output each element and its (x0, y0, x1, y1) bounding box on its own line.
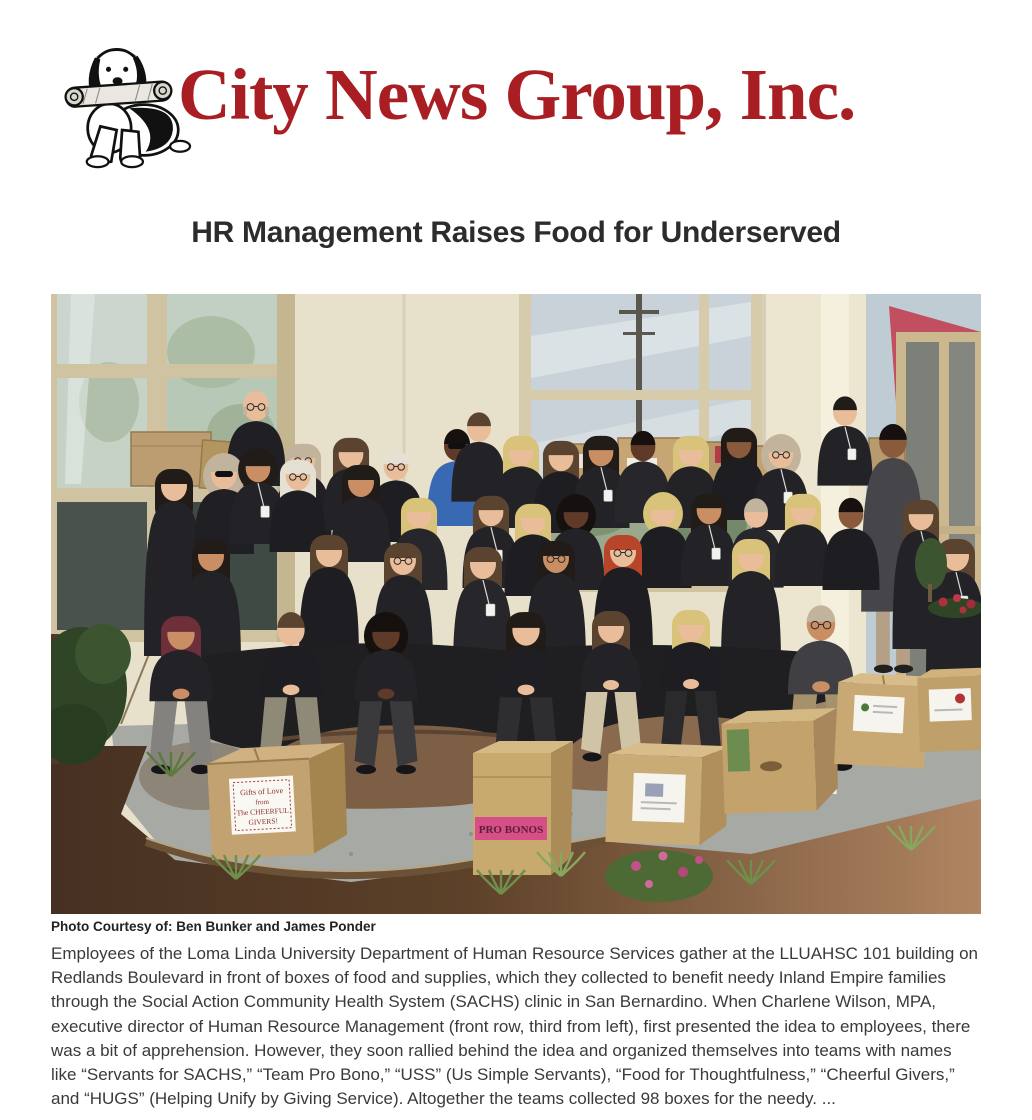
photo-credit: Photo Courtesy of: Ben Bunker and James Ponder (51, 919, 376, 934)
svg-text:The CHEERFUL: The CHEERFUL (236, 805, 290, 818)
article-body-text: Employees of the Loma Linda University Department of Human Resource Services gather at the LLUAHSC 101 building on Redlands Boulevard in front of boxes of food and supplies, which they collected to benefit needy Inland Empire families through the Social Action Community Health System (SACHS) clinic in San Bernardino. When Charlene Wilson, MPA, executive director of Human Resource Management (front row, third from left), first presented the idea to employees, there was a bit of apprehension. However, they soon rallied behind the idea and organized themselves into teams with names like “Servants for SACHS,” “Team Pro Bono,” “USS” (Us Simple Servants), “Food for Thoughtfulness,” “Cheerful Givers,” and “HUGS” (Helping Unify by Giving Service). Altogether the teams collected 98 boxes for the needy. ... (51, 944, 978, 1109)
svg-text:PRO BONOS: PRO BONOS (478, 824, 544, 836)
site-logo[interactable] (46, 26, 1032, 176)
pro-bonos-box (473, 741, 573, 875)
small-box (917, 667, 981, 752)
svg-text:Gifts of Love: Gifts of Love (239, 786, 284, 798)
labeled-box (605, 742, 730, 846)
site-header (0, 0, 1032, 176)
dog-with-newspaper-icon (46, 26, 200, 176)
cheerful-givers-box (206, 743, 350, 860)
storage-box (721, 708, 840, 814)
svg-text:GIVERS!: GIVERS! (248, 816, 279, 827)
svg-text:from: from (255, 797, 270, 807)
article-photo (51, 294, 981, 935)
photo-illustration (51, 294, 981, 914)
logo-wordmark: City News Group, Inc. (178, 53, 856, 135)
article-headline: HR Management Raises Food for Underserved (191, 216, 841, 249)
